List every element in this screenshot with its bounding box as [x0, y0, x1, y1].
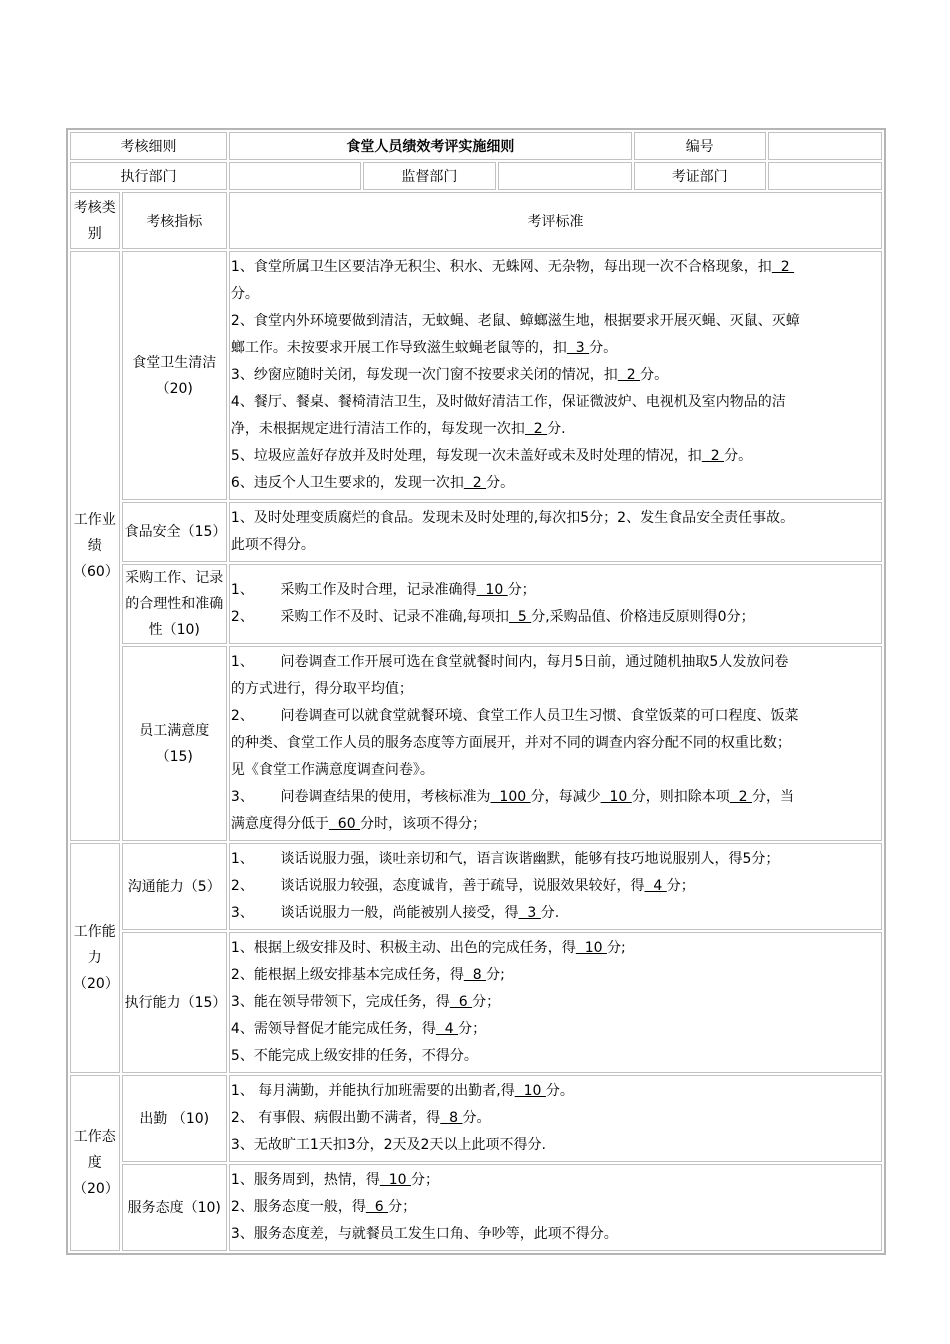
standard-line: 2、 谈话说服力较强，态度诚肯，善于疏导，说服效果较好，得 4 分； [230, 878, 695, 894]
score-blank: 2 [771, 259, 795, 275]
criteria-row [70, 564, 882, 644]
score-blank: 2 [701, 448, 725, 464]
score-blank: 10 [514, 1083, 546, 1099]
standard-line: 此项不得分。 [230, 537, 315, 553]
standard-line: 的方式进行，得分取平均值； [230, 681, 413, 697]
standard-line: 1、 采购工作及时合理，记录准确得 10 分； [230, 582, 536, 598]
standard-line: 螂工作。未按要求开展工作导致滋生蚊蝇老鼠等的，扣 3 分。 [230, 340, 618, 356]
evaluation-document [66, 128, 886, 1255]
standard-line: 3、无故旷工1天扣3分，2天及2天以上此项不得分. [230, 1137, 546, 1153]
score-blank: 3 [518, 905, 541, 921]
document-title: 食堂人员绩效考评实施细则 [229, 132, 632, 160]
indicator-cell: 员工满意度（15) [122, 646, 227, 841]
criteria-row [70, 1164, 882, 1251]
criteria-row [70, 251, 882, 500]
standard-line: 1、 谈话说服力强，谈吐亲切和气，语言诙谐幽默，能够有技巧地说服别人，得5分； [230, 851, 780, 867]
label-verify-dept: 考证部门 [634, 162, 766, 190]
column-header-row [70, 192, 882, 249]
label-exec-dept: 执行部门 [70, 162, 227, 190]
standard-line: 1、 问卷调查工作开展可选在食堂就餐时间内，每月5日前，通过随机抽取5人发放问卷 [230, 654, 789, 670]
standard-line: 6、违反个人卫生要求的，发现一次扣 2 分。 [230, 475, 515, 491]
score-blank: 10 [476, 582, 508, 598]
standard-cell [229, 646, 882, 841]
evaluation-body [70, 251, 882, 1251]
score-blank: 2 [463, 475, 487, 491]
standard-line: 2、能根据上级安排基本完成任务，得 8 分; [230, 967, 505, 983]
exec-dept-value [229, 162, 361, 190]
supervise-dept-value [498, 162, 632, 190]
score-blank: 6 [449, 994, 473, 1010]
indicator-cell: 服务态度（10) [122, 1164, 227, 1251]
standard-cell [229, 564, 882, 644]
standard-cell [229, 1164, 882, 1251]
standard-line: 2、食堂内外环境要做到清洁，无蚊蝇、老鼠、蟑螂滋生地，根据要求开展灭蝇、灭鼠、灭蟑 [230, 313, 800, 329]
standard-line: 3、 问卷调查结果的使用，考核标准为 100 分，每减少 10 分，则扣除本项 2 分，当 [230, 789, 795, 805]
indicator-cell: 执行能力（15） [122, 932, 227, 1073]
standard-line: 净，未根据规定进行清洁工作的，每发现一次扣 2 分. [230, 421, 566, 437]
indicator-cell: 食堂卫生清洁（20) [122, 251, 227, 500]
standard-cell [229, 502, 882, 562]
standard-line: 的种类、食堂工作人员的服务态度等方面展开，并对不同的调查内容分配不同的权重比数； [230, 735, 791, 751]
score-blank: 2 [524, 421, 548, 437]
standard-line: 3、 谈话说服力一般，尚能被别人接受，得 3 分. [230, 905, 560, 921]
score-blank: 6 [365, 1199, 389, 1215]
score-blank: 10 [575, 940, 607, 956]
score-blank: 10 [379, 1172, 411, 1188]
score-blank: 4 [644, 878, 667, 894]
standard-line: 4、餐厅、餐桌、餐椅清洁卫生，及时做好清洁工作，保证微波炉、电视机及室内物品的洁 [230, 394, 786, 410]
standard-cell [229, 843, 882, 930]
standard-line: 2、 采购工作不及时、记录不准确,每项扣 5 分,采购品值、价格违反原则得0分； [230, 609, 755, 625]
label-supervise-dept: 监督部门 [363, 162, 497, 190]
standard-line: 1、根据上级安排及时、积极主动、出色的完成任务，得 10 分; [230, 940, 626, 956]
score-blank: 10 [600, 789, 632, 805]
score-blank: 2 [729, 789, 753, 805]
header-row-2 [70, 162, 882, 190]
criteria-row [70, 502, 882, 562]
criteria-row [70, 1075, 882, 1162]
evaluation-table [66, 128, 886, 1255]
col-indicator: 考核指标 [122, 192, 227, 249]
col-category: 考核类别 [70, 192, 120, 249]
category-cell: 工作态度（20） [70, 1075, 120, 1251]
category-cell: 工作业绩（60） [70, 251, 120, 841]
standard-line: 3、能在领导带领下，完成任务，得 6 分； [230, 994, 501, 1010]
standard-line: 分。 [230, 286, 259, 302]
header-row-1 [70, 132, 882, 160]
standard-line: 见《食堂工作满意度调查问卷》。 [230, 762, 434, 778]
indicator-cell: 沟通能力（5） [122, 843, 227, 930]
standard-line: 3、服务态度差，与就餐员工发生口角、争吵等，此项不得分。 [230, 1226, 618, 1242]
standard-line: 2、服务态度一般，得 6 分； [230, 1199, 417, 1215]
standard-line: 4、需领导督促才能完成任务，得 4 分； [230, 1021, 487, 1037]
criteria-row [70, 646, 882, 841]
score-blank: 100 [490, 789, 531, 805]
category-cell: 工作能力（20） [70, 843, 120, 1073]
score-blank: 8 [463, 967, 487, 983]
standard-line: 5、垃圾应盖好存放并及时处理，每发现一次未盖好或未及时处理的情况，扣 2 分。 [230, 448, 753, 464]
standard-line: 3、纱窗应随时关闭，每发现一次门窗不按要求关闭的情况，扣 2 分。 [230, 367, 669, 383]
score-blank: 4 [435, 1021, 459, 1037]
standard-line: 1、及时处理变质腐烂的食品。发现未及时处理的,每次扣5分；2、发生食品安全责任事故。 [230, 510, 795, 526]
standard-cell [229, 1075, 882, 1162]
standard-line: 1、 每月满勤，并能执行加班需要的出勤者,得 10 分。 [230, 1083, 574, 1099]
standard-line: 2、 有事假、病假出勤不满者，得 8 分。 [230, 1110, 491, 1126]
verify-dept-value [768, 162, 883, 190]
label-rules: 考核细则 [70, 132, 227, 160]
indicator-cell: 出勤 （10) [122, 1075, 227, 1162]
standard-line: 2、 问卷调查可以就食堂就餐环境、食堂工作人员卫生习惯、食堂饭菜的可口程度、饭菜 [230, 708, 799, 724]
standard-line: 5、不能完成上级安排的任务，不得分。 [230, 1048, 478, 1064]
label-number: 编号 [634, 132, 766, 160]
number-value [768, 132, 883, 160]
standard-line: 1、食堂所属卫生区要洁净无积尘、积水、无蛛网、无杂物，每出现一次不合格现象，扣 2 [230, 259, 795, 275]
score-blank: 8 [440, 1110, 463, 1126]
score-blank: 60 [328, 816, 361, 832]
criteria-row [70, 932, 882, 1073]
score-blank: 3 [566, 340, 590, 356]
standard-line: 满意度得分低于 60 分时，该项不得分； [230, 816, 487, 832]
indicator-cell: 采购工作、记录的合理性和准确性（10) [122, 564, 227, 644]
score-blank: 2 [617, 367, 641, 383]
standard-cell [229, 932, 882, 1073]
indicator-cell: 食品安全（15） [122, 502, 227, 562]
criteria-row [70, 843, 882, 930]
standard-cell [229, 251, 882, 500]
standard-line: 1、服务周到，热情，得 10 分； [230, 1172, 439, 1188]
score-blank: 5 [508, 609, 532, 625]
col-standard: 考评标准 [229, 192, 882, 249]
